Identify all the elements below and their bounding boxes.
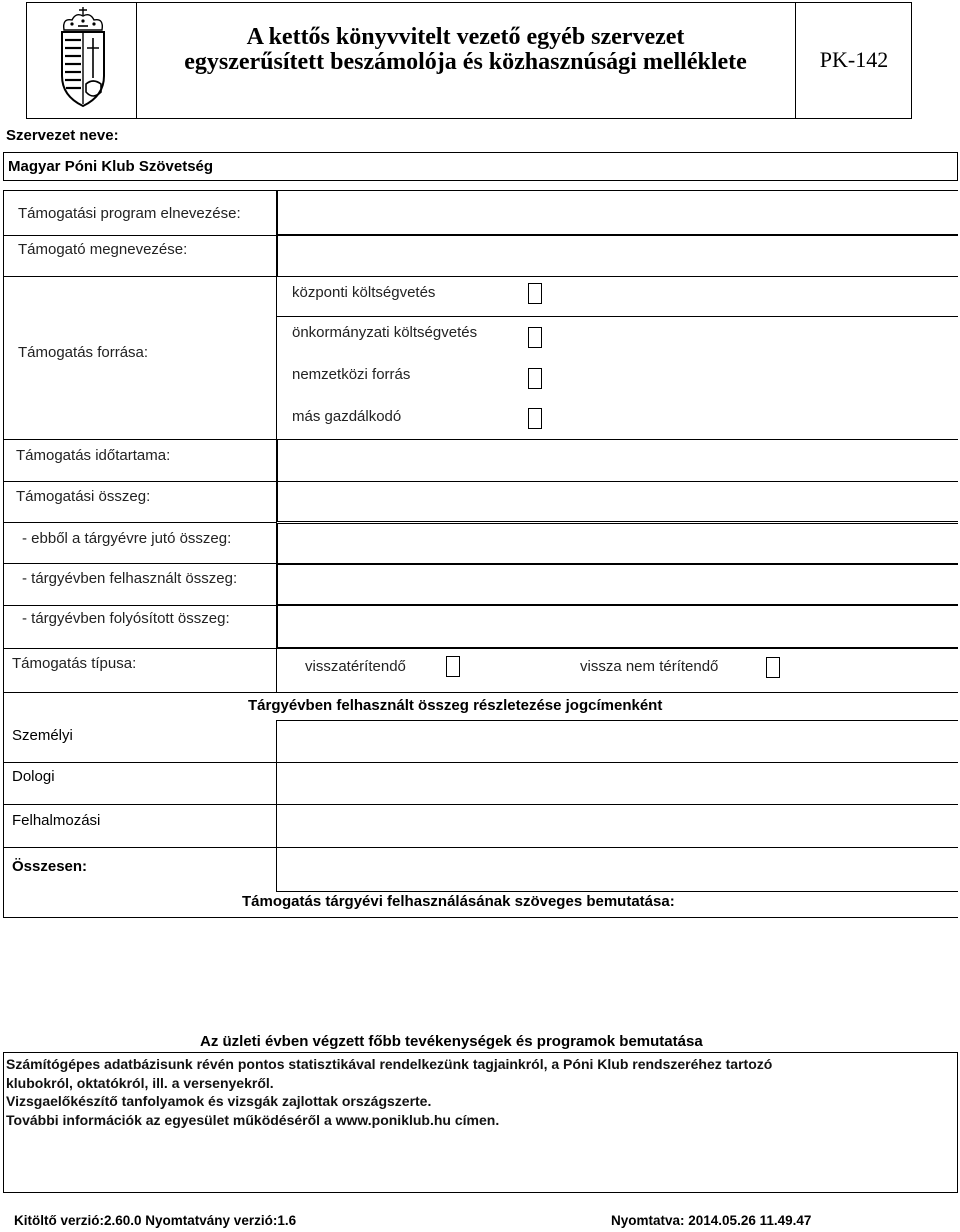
source-local-government-checkbox[interactable] bbox=[528, 327, 542, 348]
support-row-sep bbox=[3, 563, 276, 564]
footer-version: Kitöltő verzió:2.60.0 Nyomtatvány verzió:1.6 bbox=[14, 1213, 297, 1228]
breakdown-total-field[interactable] bbox=[277, 848, 958, 892]
supporter-name-label: Támogató megnevezése: bbox=[18, 241, 188, 258]
source-other-business-checkbox[interactable] bbox=[528, 408, 542, 429]
type-option-non-refundable: vissza nem térítendő bbox=[580, 658, 719, 675]
source-option-sep bbox=[276, 316, 958, 317]
form-title-line-2: egyszerűsített beszámolója és közhasznúsági melléklete bbox=[184, 49, 747, 75]
support-source-label: Támogatás forrása: bbox=[18, 344, 149, 361]
support-bottom-border bbox=[3, 692, 958, 693]
support-row-sep bbox=[3, 648, 958, 649]
support-amount-field[interactable] bbox=[277, 482, 958, 522]
organization-name-label: Szervezet neve: bbox=[6, 127, 119, 144]
support-row-sep bbox=[3, 522, 276, 523]
source-option-central-budget: központi költségvetés bbox=[292, 284, 436, 301]
breakdown-personnel-field[interactable] bbox=[277, 721, 958, 763]
activities-line-3: Vizsgaelőkészítő tanfolyamok és vizsgák zajlottak országszerte. bbox=[6, 1093, 432, 1109]
coat-of-arms-logo bbox=[50, 4, 116, 110]
activities-heading: Az üzleti évben végzett főbb tevékenységek és programok bemutatása bbox=[200, 1033, 703, 1050]
support-program-label: Támogatási program elnevezése: bbox=[18, 205, 241, 222]
activities-line-1: Számítógépes adatbázisunk révén pontos statisztikával rendelkezünk tagjainkról, a Póni Klub rendszeréhez tartozó bbox=[6, 1056, 773, 1072]
support-program-field[interactable] bbox=[277, 191, 958, 235]
text-section-field[interactable] bbox=[4, 918, 958, 1036]
activities-line-4: További információk az egyesület működéséről a www.poniklub.hu címen. bbox=[6, 1111, 500, 1128]
activities-text bbox=[6, 1055, 772, 1129]
subject-year-amount-label: - ebből a tárgyévre jutó összeg: bbox=[22, 530, 232, 547]
paid-amount-label: - tárgyévben folyósított összeg: bbox=[22, 610, 230, 627]
support-duration-field[interactable] bbox=[277, 440, 958, 482]
organization-name-value: Magyar Póni Klub Szövetség bbox=[8, 158, 214, 175]
used-amount-label: - tárgyévben felhasznált összeg: bbox=[22, 570, 238, 587]
support-duration-label: Támogatás időtartama: bbox=[16, 447, 171, 464]
form-code: PK-142 bbox=[819, 47, 889, 72]
footer-print-date: Nyomtatva: 2014.05.26 11.49.47 bbox=[611, 1213, 812, 1228]
support-row-sep bbox=[3, 481, 276, 482]
breakdown-heading: Tárgyévben felhasznált összeg részletezése jogcímenként bbox=[248, 697, 663, 714]
source-option-international: nemzetközi forrás bbox=[292, 366, 411, 383]
breakdown-total-label: Összesen: bbox=[12, 858, 88, 875]
breakdown-row-sep bbox=[276, 891, 958, 892]
supporter-name-field[interactable] bbox=[277, 235, 958, 277]
type-non-refundable-checkbox[interactable] bbox=[766, 657, 780, 678]
type-option-refundable: visszatérítendő bbox=[305, 658, 406, 675]
activities-line-2: klubokról, oktatókról, ill. a versenyekről. bbox=[6, 1074, 274, 1091]
source-international-checkbox[interactable] bbox=[528, 368, 542, 389]
breakdown-personnel-label: Személyi bbox=[12, 727, 73, 744]
support-type-label: Támogatás típusa: bbox=[12, 655, 137, 672]
support-row-sep bbox=[3, 276, 276, 277]
type-refundable-checkbox[interactable] bbox=[446, 656, 460, 677]
support-amount-label: Támogatási összeg: bbox=[16, 488, 151, 505]
text-section-heading: Támogatás tárgyévi felhasználásának szöveges bemutatása: bbox=[242, 893, 675, 910]
form-title-line-1: A kettős könyvvitelt vezető egyéb szervezet bbox=[246, 24, 685, 50]
support-row-sep bbox=[3, 235, 276, 236]
source-option-local-government: önkormányzati költségvetés bbox=[292, 324, 478, 341]
form-title bbox=[137, 25, 794, 75]
support-left-border bbox=[3, 190, 4, 693]
breakdown-capital-label: Felhalmozási bbox=[12, 812, 101, 829]
paid-amount-field[interactable] bbox=[277, 605, 958, 648]
breakdown-material-label: Dologi bbox=[12, 768, 55, 785]
support-row-sep bbox=[3, 605, 276, 606]
used-amount-field[interactable] bbox=[277, 564, 958, 605]
breakdown-material-field[interactable] bbox=[277, 763, 958, 804]
source-central-budget-checkbox[interactable] bbox=[528, 283, 542, 304]
breakdown-capital-field[interactable] bbox=[277, 805, 958, 847]
breakdown-left-border bbox=[3, 692, 4, 918]
source-option-other-business: más gazdálkodó bbox=[292, 408, 402, 425]
subject-year-amount-field[interactable] bbox=[277, 523, 958, 564]
